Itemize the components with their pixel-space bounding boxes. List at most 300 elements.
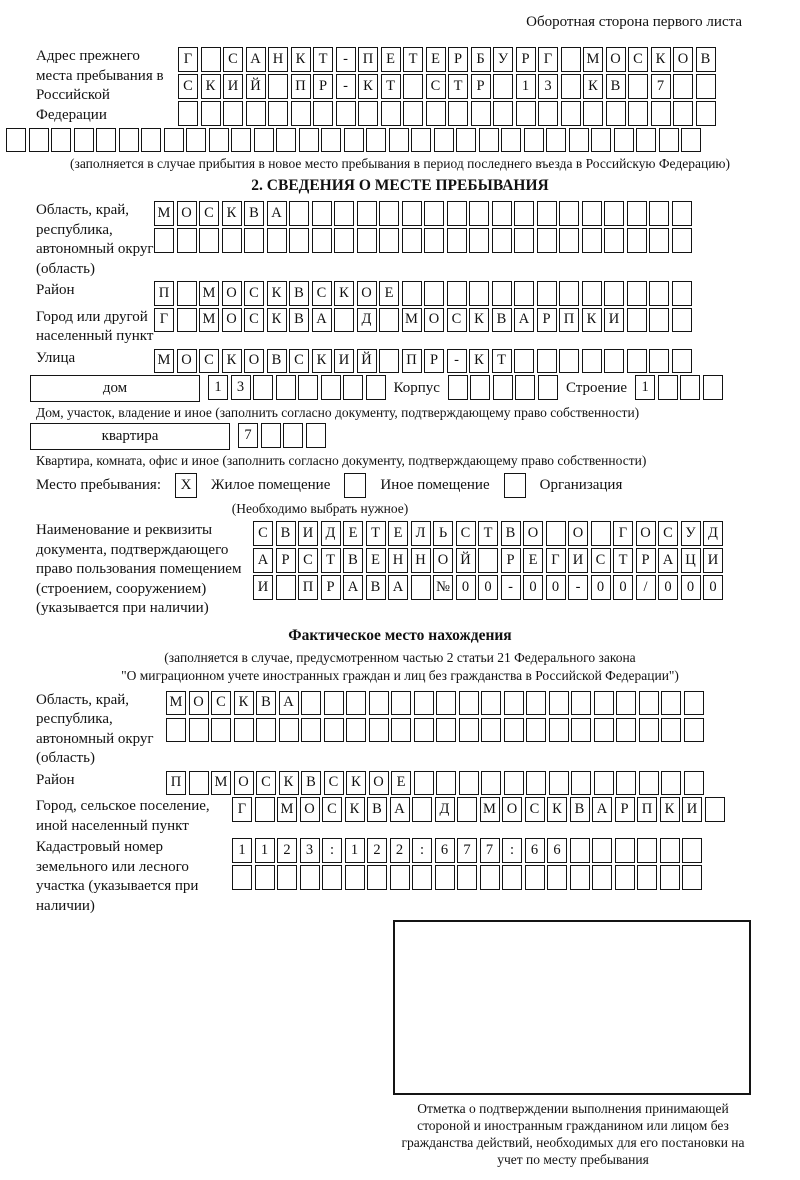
- char-cell[interactable]: [504, 691, 524, 716]
- char-cell[interactable]: [223, 101, 243, 126]
- char-cell[interactable]: К: [279, 771, 299, 796]
- char-cell[interactable]: [639, 771, 659, 796]
- char-cell[interactable]: [469, 201, 489, 226]
- char-cell[interactable]: К: [334, 281, 354, 306]
- char-cell[interactable]: [209, 128, 229, 153]
- char-cell[interactable]: [414, 718, 434, 743]
- char-cell[interactable]: [614, 128, 634, 153]
- char-cell[interactable]: Т: [381, 74, 401, 99]
- char-cell[interactable]: М: [277, 797, 297, 822]
- char-cell[interactable]: [177, 228, 197, 253]
- char-cell[interactable]: К: [346, 771, 366, 796]
- char-cell[interactable]: [639, 718, 659, 743]
- char-cell[interactable]: [682, 838, 702, 863]
- char-cell[interactable]: [627, 228, 647, 253]
- char-cell[interactable]: [411, 575, 431, 600]
- char-cell[interactable]: 3: [231, 375, 251, 400]
- char-cell[interactable]: К: [222, 201, 242, 226]
- char-cell[interactable]: Е: [379, 281, 399, 306]
- char-cell[interactable]: [492, 201, 512, 226]
- char-cell[interactable]: [549, 718, 569, 743]
- char-cell[interactable]: Г: [613, 521, 633, 546]
- char-cell[interactable]: [201, 47, 221, 72]
- char-cell[interactable]: Е: [523, 548, 543, 573]
- char-cell[interactable]: [524, 128, 544, 153]
- char-cell[interactable]: [673, 101, 693, 126]
- char-cell[interactable]: П: [402, 349, 422, 374]
- char-cell[interactable]: С: [322, 797, 342, 822]
- char-cell[interactable]: Р: [276, 548, 296, 573]
- char-cell[interactable]: [559, 201, 579, 226]
- char-cell[interactable]: О: [244, 349, 264, 374]
- char-cell[interactable]: В: [367, 797, 387, 822]
- char-cell[interactable]: [582, 201, 602, 226]
- char-cell[interactable]: [546, 521, 566, 546]
- char-cell[interactable]: [703, 375, 723, 400]
- char-cell[interactable]: [684, 771, 704, 796]
- char-cell[interactable]: [604, 201, 624, 226]
- char-cell[interactable]: А: [246, 47, 266, 72]
- char-cell[interactable]: Е: [426, 47, 446, 72]
- char-cell[interactable]: [538, 375, 558, 400]
- char-cell[interactable]: М: [583, 47, 603, 72]
- char-cell[interactable]: [321, 375, 341, 400]
- char-cell[interactable]: О: [673, 47, 693, 72]
- char-cell[interactable]: [661, 691, 681, 716]
- char-cell[interactable]: С: [199, 349, 219, 374]
- char-cell[interactable]: [289, 228, 309, 253]
- char-cell[interactable]: [672, 201, 692, 226]
- char-cell[interactable]: В: [267, 349, 287, 374]
- char-cell[interactable]: [569, 128, 589, 153]
- char-cell[interactable]: [615, 865, 635, 890]
- char-cell[interactable]: П: [291, 74, 311, 99]
- char-cell[interactable]: [267, 228, 287, 253]
- char-cell[interactable]: П: [166, 771, 186, 796]
- char-cell[interactable]: [343, 375, 363, 400]
- char-cell[interactable]: [276, 128, 296, 153]
- char-cell[interactable]: [166, 718, 186, 743]
- char-cell[interactable]: Д: [435, 797, 455, 822]
- char-cell[interactable]: В: [256, 691, 276, 716]
- char-cell[interactable]: [591, 521, 611, 546]
- char-cell[interactable]: Е: [366, 548, 386, 573]
- char-cell[interactable]: 0: [546, 575, 566, 600]
- char-cell[interactable]: [189, 771, 209, 796]
- char-cell[interactable]: С: [591, 548, 611, 573]
- char-cell[interactable]: [457, 865, 477, 890]
- char-cell[interactable]: [414, 691, 434, 716]
- char-cell[interactable]: [369, 691, 389, 716]
- char-cell[interactable]: [637, 838, 657, 863]
- char-cell[interactable]: [649, 228, 669, 253]
- char-cell[interactable]: К: [469, 308, 489, 333]
- char-cell[interactable]: [504, 718, 524, 743]
- char-cell[interactable]: П: [637, 797, 657, 822]
- char-cell[interactable]: [367, 865, 387, 890]
- char-cell[interactable]: И: [604, 308, 624, 333]
- char-cell[interactable]: Т: [321, 548, 341, 573]
- char-cell[interactable]: [279, 718, 299, 743]
- char-cell[interactable]: [672, 281, 692, 306]
- char-cell[interactable]: [582, 281, 602, 306]
- char-cell[interactable]: [402, 228, 422, 253]
- char-cell[interactable]: [636, 128, 656, 153]
- char-cell[interactable]: [672, 228, 692, 253]
- char-cell[interactable]: А: [658, 548, 678, 573]
- char-cell[interactable]: [628, 74, 648, 99]
- char-cell[interactable]: 0: [478, 575, 498, 600]
- char-cell[interactable]: 7: [480, 838, 500, 863]
- char-cell[interactable]: В: [289, 281, 309, 306]
- char-cell[interactable]: [559, 281, 579, 306]
- char-cell[interactable]: Г: [546, 548, 566, 573]
- char-cell[interactable]: [571, 718, 591, 743]
- char-cell[interactable]: [604, 349, 624, 374]
- char-cell[interactable]: [231, 128, 251, 153]
- char-cell[interactable]: О: [523, 521, 543, 546]
- char-cell[interactable]: -: [336, 74, 356, 99]
- char-cell[interactable]: Д: [703, 521, 723, 546]
- char-cell[interactable]: №: [433, 575, 453, 600]
- char-cell[interactable]: [514, 201, 534, 226]
- char-cell[interactable]: [321, 128, 341, 153]
- char-cell[interactable]: 0: [703, 575, 723, 600]
- char-cell[interactable]: [525, 865, 545, 890]
- char-cell[interactable]: Р: [615, 797, 635, 822]
- organization-checkbox[interactable]: [504, 473, 526, 498]
- char-cell[interactable]: В: [276, 521, 296, 546]
- char-cell[interactable]: 1: [232, 838, 252, 863]
- char-cell[interactable]: [705, 797, 725, 822]
- char-cell[interactable]: Т: [313, 47, 333, 72]
- char-cell[interactable]: Т: [492, 349, 512, 374]
- char-cell[interactable]: Р: [424, 349, 444, 374]
- char-cell[interactable]: [514, 281, 534, 306]
- char-cell[interactable]: [256, 718, 276, 743]
- char-cell[interactable]: Е: [343, 521, 363, 546]
- char-cell[interactable]: К: [547, 797, 567, 822]
- char-cell[interactable]: М: [199, 308, 219, 333]
- char-cell[interactable]: [253, 375, 273, 400]
- char-cell[interactable]: [591, 128, 611, 153]
- char-cell[interactable]: [492, 281, 512, 306]
- char-cell[interactable]: Т: [366, 521, 386, 546]
- char-cell[interactable]: Р: [636, 548, 656, 573]
- char-cell[interactable]: 1: [255, 838, 275, 863]
- char-cell[interactable]: [436, 691, 456, 716]
- char-cell[interactable]: [570, 838, 590, 863]
- char-cell[interactable]: 6: [525, 838, 545, 863]
- char-cell[interactable]: Л: [411, 521, 431, 546]
- char-cell[interactable]: А: [592, 797, 612, 822]
- char-cell[interactable]: [582, 349, 602, 374]
- char-cell[interactable]: [411, 128, 431, 153]
- char-cell[interactable]: [478, 548, 498, 573]
- char-cell[interactable]: [436, 771, 456, 796]
- char-cell[interactable]: [639, 691, 659, 716]
- char-cell[interactable]: [186, 128, 206, 153]
- char-cell[interactable]: К: [291, 47, 311, 72]
- char-cell[interactable]: [299, 128, 319, 153]
- char-cell[interactable]: [358, 101, 378, 126]
- char-cell[interactable]: Г: [154, 308, 174, 333]
- char-cell[interactable]: [301, 691, 321, 716]
- char-cell[interactable]: 1: [345, 838, 365, 863]
- char-cell[interactable]: В: [696, 47, 716, 72]
- char-cell[interactable]: С: [525, 797, 545, 822]
- char-cell[interactable]: Н: [388, 548, 408, 573]
- char-cell[interactable]: М: [480, 797, 500, 822]
- char-cell[interactable]: [682, 865, 702, 890]
- char-cell[interactable]: [447, 281, 467, 306]
- char-cell[interactable]: 2: [277, 838, 297, 863]
- char-cell[interactable]: К: [201, 74, 221, 99]
- char-cell[interactable]: [481, 691, 501, 716]
- char-cell[interactable]: [471, 101, 491, 126]
- char-cell[interactable]: [434, 128, 454, 153]
- char-cell[interactable]: [178, 101, 198, 126]
- char-cell[interactable]: [154, 228, 174, 253]
- char-cell[interactable]: [561, 47, 581, 72]
- char-cell[interactable]: [246, 101, 266, 126]
- char-cell[interactable]: [502, 865, 522, 890]
- char-cell[interactable]: [515, 375, 535, 400]
- char-cell[interactable]: [96, 128, 116, 153]
- char-cell[interactable]: [616, 771, 636, 796]
- char-cell[interactable]: [547, 865, 567, 890]
- char-cell[interactable]: [661, 718, 681, 743]
- char-cell[interactable]: [289, 201, 309, 226]
- char-cell[interactable]: П: [358, 47, 378, 72]
- char-cell[interactable]: Н: [268, 47, 288, 72]
- char-cell[interactable]: [537, 228, 557, 253]
- char-cell[interactable]: С: [244, 281, 264, 306]
- char-cell[interactable]: [346, 691, 366, 716]
- char-cell[interactable]: Н: [411, 548, 431, 573]
- char-cell[interactable]: [546, 128, 566, 153]
- char-cell[interactable]: У: [681, 521, 701, 546]
- char-cell[interactable]: Р: [537, 308, 557, 333]
- char-cell[interactable]: С: [289, 349, 309, 374]
- char-cell[interactable]: [514, 349, 534, 374]
- char-cell[interactable]: [459, 691, 479, 716]
- char-cell[interactable]: В: [501, 521, 521, 546]
- char-cell[interactable]: [549, 771, 569, 796]
- char-cell[interactable]: В: [606, 74, 626, 99]
- char-cell[interactable]: 0: [613, 575, 633, 600]
- char-cell[interactable]: [583, 101, 603, 126]
- char-cell[interactable]: [379, 349, 399, 374]
- char-cell[interactable]: О: [222, 281, 242, 306]
- char-cell[interactable]: 2: [390, 838, 410, 863]
- char-cell[interactable]: О: [369, 771, 389, 796]
- char-cell[interactable]: А: [267, 201, 287, 226]
- char-cell[interactable]: С: [223, 47, 243, 72]
- char-cell[interactable]: [501, 128, 521, 153]
- char-cell[interactable]: [616, 718, 636, 743]
- char-cell[interactable]: Б: [471, 47, 491, 72]
- char-cell[interactable]: [537, 281, 557, 306]
- char-cell[interactable]: [561, 74, 581, 99]
- char-cell[interactable]: 7: [238, 423, 258, 448]
- char-cell[interactable]: О: [222, 308, 242, 333]
- char-cell[interactable]: Р: [321, 575, 341, 600]
- char-cell[interactable]: [391, 718, 411, 743]
- char-cell[interactable]: [658, 375, 678, 400]
- char-cell[interactable]: [403, 74, 423, 99]
- char-cell[interactable]: :: [502, 838, 522, 863]
- char-cell[interactable]: М: [154, 201, 174, 226]
- char-cell[interactable]: [199, 228, 219, 253]
- char-cell[interactable]: 3: [300, 838, 320, 863]
- char-cell[interactable]: И: [682, 797, 702, 822]
- char-cell[interactable]: [627, 201, 647, 226]
- char-cell[interactable]: 3: [538, 74, 558, 99]
- char-cell[interactable]: [268, 74, 288, 99]
- char-cell[interactable]: [312, 201, 332, 226]
- char-cell[interactable]: Е: [391, 771, 411, 796]
- char-cell[interactable]: [448, 375, 468, 400]
- char-cell[interactable]: [470, 375, 490, 400]
- char-cell[interactable]: 1: [516, 74, 536, 99]
- char-cell[interactable]: С: [456, 521, 476, 546]
- char-cell[interactable]: Г: [538, 47, 558, 72]
- char-cell[interactable]: [6, 128, 26, 153]
- char-cell[interactable]: [696, 74, 716, 99]
- char-cell[interactable]: К: [583, 74, 603, 99]
- char-cell[interactable]: [424, 201, 444, 226]
- char-cell[interactable]: [637, 865, 657, 890]
- char-cell[interactable]: [436, 718, 456, 743]
- char-cell[interactable]: [649, 308, 669, 333]
- char-cell[interactable]: [255, 865, 275, 890]
- char-cell[interactable]: [298, 375, 318, 400]
- char-cell[interactable]: С: [426, 74, 446, 99]
- char-cell[interactable]: С: [628, 47, 648, 72]
- char-cell[interactable]: 6: [435, 838, 455, 863]
- char-cell[interactable]: 0: [681, 575, 701, 600]
- char-cell[interactable]: 2: [367, 838, 387, 863]
- char-cell[interactable]: С: [312, 281, 332, 306]
- char-cell[interactable]: [334, 228, 354, 253]
- char-cell[interactable]: С: [178, 74, 198, 99]
- char-cell[interactable]: [276, 375, 296, 400]
- char-cell[interactable]: [649, 201, 669, 226]
- char-cell[interactable]: О: [433, 548, 453, 573]
- char-cell[interactable]: Д: [321, 521, 341, 546]
- char-cell[interactable]: [594, 718, 614, 743]
- char-cell[interactable]: [357, 201, 377, 226]
- char-cell[interactable]: [403, 101, 423, 126]
- char-cell[interactable]: И: [334, 349, 354, 374]
- char-cell[interactable]: [627, 349, 647, 374]
- char-cell[interactable]: [592, 838, 612, 863]
- char-cell[interactable]: Г: [178, 47, 198, 72]
- char-cell[interactable]: [346, 718, 366, 743]
- char-cell[interactable]: О: [357, 281, 377, 306]
- char-cell[interactable]: [255, 797, 275, 822]
- char-cell[interactable]: Й: [456, 548, 476, 573]
- char-cell[interactable]: [559, 228, 579, 253]
- char-cell[interactable]: [514, 228, 534, 253]
- char-cell[interactable]: [379, 308, 399, 333]
- char-cell[interactable]: 0: [591, 575, 611, 600]
- char-cell[interactable]: В: [289, 308, 309, 333]
- char-cell[interactable]: [29, 128, 49, 153]
- residential-checkbox[interactable]: X: [175, 473, 197, 498]
- char-cell[interactable]: [324, 691, 344, 716]
- char-cell[interactable]: [51, 128, 71, 153]
- char-cell[interactable]: С: [253, 521, 273, 546]
- char-cell[interactable]: [582, 228, 602, 253]
- char-cell[interactable]: В: [343, 548, 363, 573]
- char-cell[interactable]: [457, 797, 477, 822]
- char-cell[interactable]: [222, 228, 242, 253]
- char-cell[interactable]: [334, 201, 354, 226]
- char-cell[interactable]: К: [267, 281, 287, 306]
- char-cell[interactable]: [324, 718, 344, 743]
- char-cell[interactable]: О: [636, 521, 656, 546]
- char-cell[interactable]: М: [199, 281, 219, 306]
- other-premises-checkbox[interactable]: [344, 473, 366, 498]
- char-cell[interactable]: О: [300, 797, 320, 822]
- char-cell[interactable]: [177, 281, 197, 306]
- char-cell[interactable]: [301, 718, 321, 743]
- char-cell[interactable]: [424, 281, 444, 306]
- char-cell[interactable]: К: [222, 349, 242, 374]
- char-cell[interactable]: С: [447, 308, 467, 333]
- char-cell[interactable]: [447, 228, 467, 253]
- char-cell[interactable]: [447, 201, 467, 226]
- char-cell[interactable]: К: [660, 797, 680, 822]
- char-cell[interactable]: Т: [403, 47, 423, 72]
- char-cell[interactable]: [334, 308, 354, 333]
- char-cell[interactable]: [570, 865, 590, 890]
- char-cell[interactable]: В: [244, 201, 264, 226]
- char-cell[interactable]: [684, 691, 704, 716]
- char-cell[interactable]: И: [568, 548, 588, 573]
- char-cell[interactable]: [402, 281, 422, 306]
- char-cell[interactable]: К: [469, 349, 489, 374]
- char-cell[interactable]: [661, 771, 681, 796]
- char-cell[interactable]: [684, 718, 704, 743]
- char-cell[interactable]: [177, 308, 197, 333]
- char-cell[interactable]: [164, 128, 184, 153]
- char-cell[interactable]: [526, 771, 546, 796]
- char-cell[interactable]: К: [345, 797, 365, 822]
- char-cell[interactable]: [616, 691, 636, 716]
- char-cell[interactable]: [357, 228, 377, 253]
- char-cell[interactable]: [459, 771, 479, 796]
- char-cell[interactable]: А: [312, 308, 332, 333]
- char-cell[interactable]: А: [390, 797, 410, 822]
- char-cell[interactable]: [659, 128, 679, 153]
- char-cell[interactable]: [604, 281, 624, 306]
- char-cell[interactable]: В: [570, 797, 590, 822]
- char-cell[interactable]: [649, 281, 669, 306]
- char-cell[interactable]: Р: [516, 47, 536, 72]
- char-cell[interactable]: Д: [357, 308, 377, 333]
- char-cell[interactable]: -: [501, 575, 521, 600]
- char-cell[interactable]: С: [199, 201, 219, 226]
- char-cell[interactable]: О: [177, 349, 197, 374]
- char-cell[interactable]: [424, 228, 444, 253]
- char-cell[interactable]: Й: [246, 74, 266, 99]
- char-cell[interactable]: [261, 423, 281, 448]
- char-cell[interactable]: [435, 865, 455, 890]
- char-cell[interactable]: О: [424, 308, 444, 333]
